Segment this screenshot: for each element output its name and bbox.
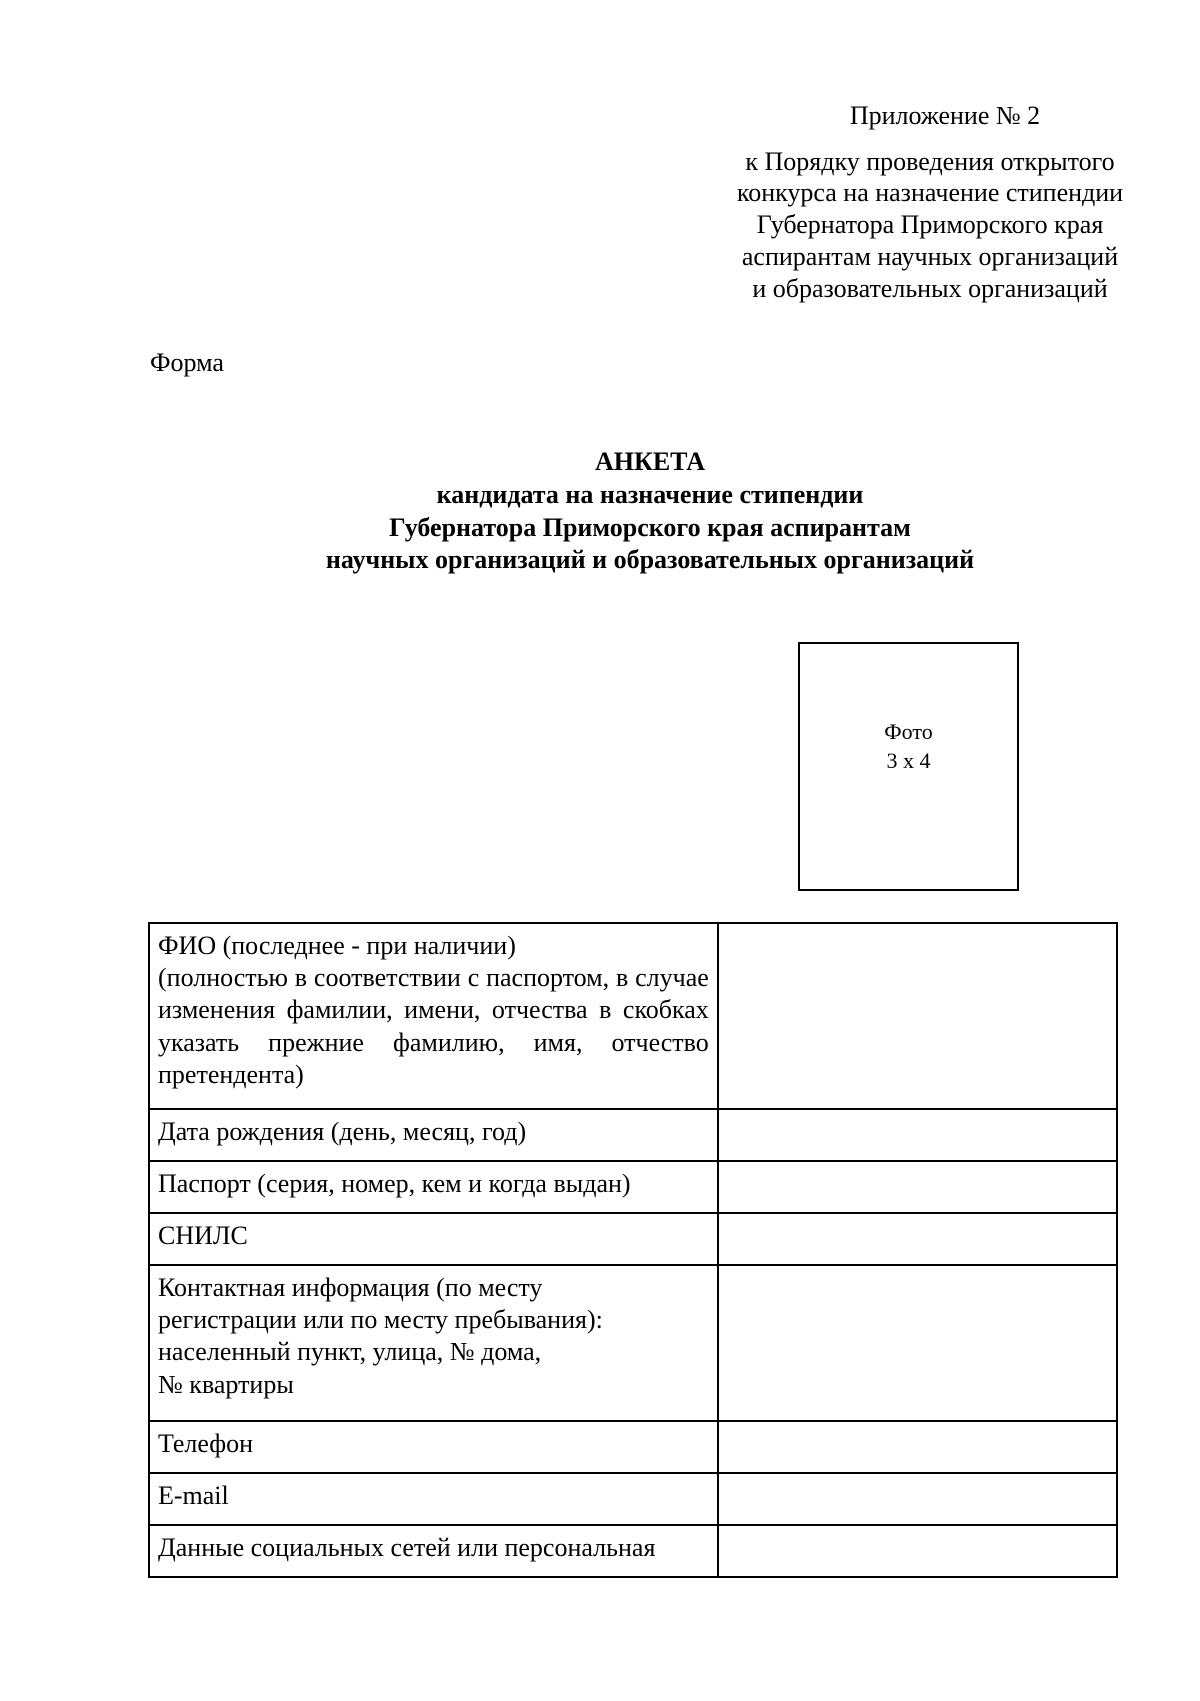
field-label-line: E-mail bbox=[158, 1481, 229, 1510]
field-value-fio[interactable] bbox=[718, 923, 1117, 1109]
field-value-social[interactable] bbox=[718, 1525, 1117, 1577]
field-label-email bbox=[149, 1473, 718, 1525]
document-heading bbox=[150, 446, 1150, 577]
appendix-line: к Порядку проведения открытого bbox=[745, 146, 1115, 176]
table-row bbox=[149, 1109, 1117, 1161]
photo-label: Фото bbox=[884, 718, 933, 744]
field-value-passport[interactable] bbox=[718, 1161, 1117, 1213]
field-label-fio bbox=[149, 923, 718, 1109]
appendix-line: конкурса на назначение стипендии bbox=[736, 178, 1124, 208]
appendix-header bbox=[680, 100, 1180, 304]
document-subtitle-line: кандидата на назначение стипендии bbox=[436, 479, 864, 509]
field-value-contact[interactable] bbox=[718, 1265, 1117, 1421]
field-label-line: Паспорт (серия, номер, кем и когда выдан) bbox=[158, 1169, 631, 1198]
field-label-line: ФИО (последнее - при наличии) bbox=[158, 931, 516, 960]
appendix-title: Приложение № 2 bbox=[849, 101, 1041, 130]
field-label-social bbox=[149, 1525, 718, 1577]
appendix-line: и образовательных организаций bbox=[752, 273, 1108, 303]
table-row bbox=[149, 1213, 1117, 1265]
field-label-birthdate bbox=[149, 1109, 718, 1161]
table-row bbox=[149, 1421, 1117, 1473]
field-label-contact bbox=[149, 1265, 718, 1421]
field-label-phone bbox=[149, 1421, 718, 1473]
field-label-line: (полностью в соответствии с паспортом, в случае изменения фамилии, имени, отчества в скобках указать прежние фамилию, имя, отчество претендента) bbox=[158, 963, 709, 1089]
applicant-form-table bbox=[148, 922, 1118, 1578]
table-row bbox=[149, 1525, 1117, 1577]
appendix-line: Губернатора Приморского края bbox=[756, 210, 1104, 240]
field-label-line: Телефон bbox=[158, 1429, 254, 1458]
document-title: АНКЕТА bbox=[594, 447, 706, 476]
document-subtitle-line: научных организаций и образовательных организаций bbox=[325, 545, 975, 575]
field-label-passport bbox=[149, 1161, 718, 1213]
document-subtitle-line: Губернатора Приморского края аспирантам bbox=[389, 512, 911, 542]
table-row bbox=[149, 1473, 1117, 1525]
appendix-line: аспирантам научных организаций bbox=[741, 241, 1119, 271]
field-label-line: Дата рождения (день, месяц, год) bbox=[158, 1117, 527, 1146]
field-label-line: регистрации или по месту пребывания): bbox=[158, 1305, 603, 1335]
field-label-snils bbox=[149, 1213, 718, 1265]
field-label-line: населенный пункт, улица, № дома, bbox=[158, 1337, 542, 1367]
field-label-line: № квартиры bbox=[158, 1369, 294, 1399]
photo-placeholder bbox=[798, 642, 1019, 891]
forma-label: Форма bbox=[150, 348, 224, 377]
field-label-line: Контактная информация (по месту bbox=[158, 1273, 543, 1302]
table-row bbox=[149, 923, 1117, 1109]
photo-size: 3 х 4 bbox=[886, 747, 931, 773]
field-label-line: Данные социальных сетей или персональная bbox=[158, 1533, 656, 1562]
field-value-birthdate[interactable] bbox=[718, 1109, 1117, 1161]
field-value-snils[interactable] bbox=[718, 1213, 1117, 1265]
field-label-line: СНИЛС bbox=[158, 1221, 248, 1250]
table-row bbox=[149, 1265, 1117, 1421]
field-value-email[interactable] bbox=[718, 1473, 1117, 1525]
table-row bbox=[149, 1161, 1117, 1213]
field-value-phone[interactable] bbox=[718, 1421, 1117, 1473]
